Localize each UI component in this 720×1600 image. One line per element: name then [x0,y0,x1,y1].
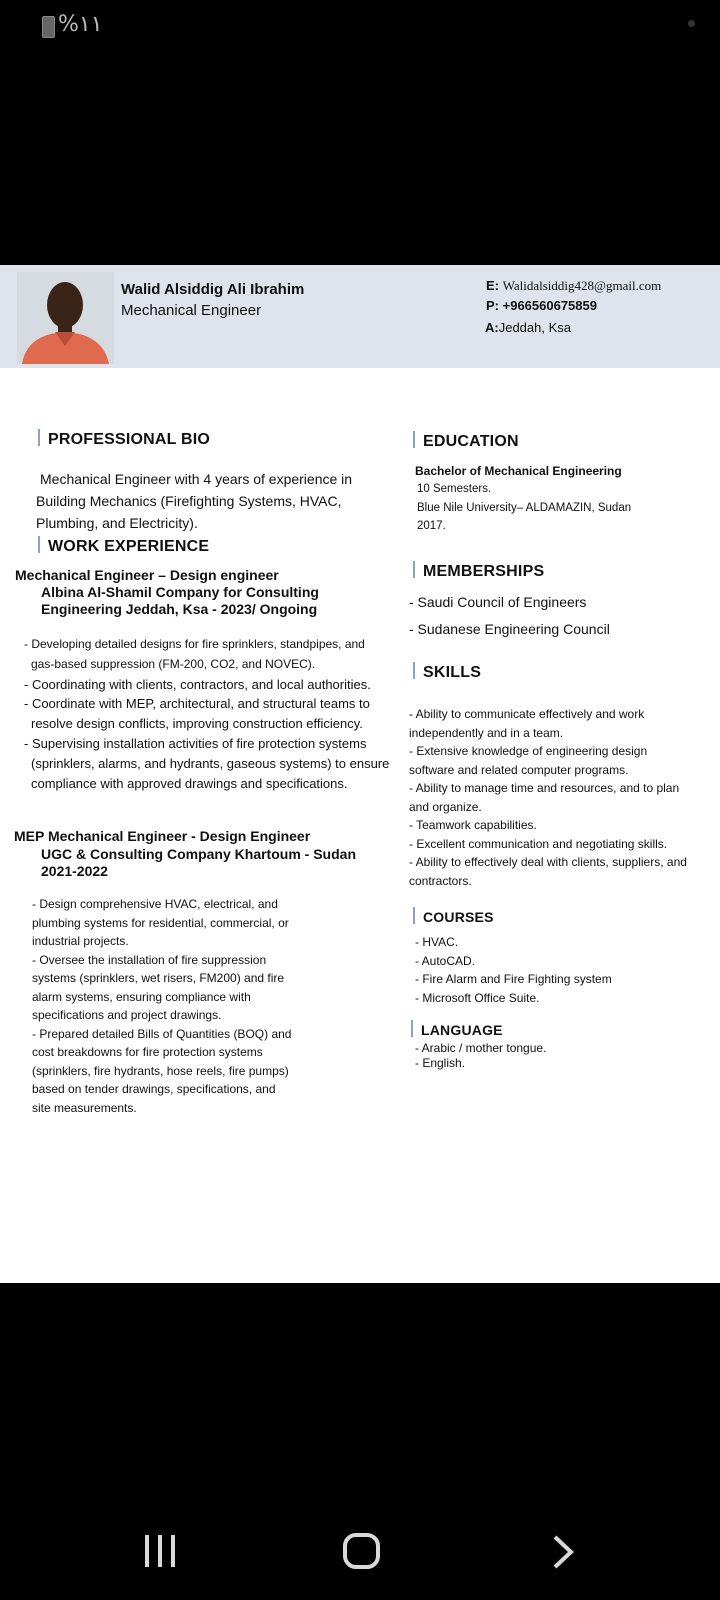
home-button[interactable] [342,1532,382,1575]
recent-apps-button[interactable] [143,1533,177,1574]
profile-photo [17,272,114,364]
education-degree: Bachelor of Mechanical Engineering [415,464,622,478]
skills-heading: SKILLS [413,662,481,682]
notification-dot-icon [688,20,695,27]
email-value: Walidalsiddig428@gmail.com [502,278,662,293]
battery-text: %١١ [58,12,103,37]
battery-icon [42,16,55,38]
courses-list: - HVAC. - AutoCAD. - Fire Alarm and Fire Fighting system - Microsoft Office Suite. [415,935,612,1005]
job1-bullets: - Developing detailed designs for fire sprinklers, standpipes, and gas-based suppression (FM-200, CO2, and NOVEC). - Coordinating with clients, contractors, and local authorities. - Coordinate with MEP, architectural, and structural teams to resolve design conflicts, improving construction efficiency. - Supervising installation activities of fire protection systems (sprinklers, alarms, and hydrants, gaseous systems) to ensure compliance with approved drawings and specifications. [24,637,390,791]
back-chevron-icon [550,1533,576,1571]
education-details: 10 Semesters. Blue Nile University– ALDAMAZIN, Sudan 2017. [417,483,632,532]
address-label: A: [485,320,499,335]
job1-company: Albina Al-Shamil Company for Consulting Engineering Jeddah, Ksa - 2023/ Ongoing [41,584,319,617]
email-label: E: [486,278,499,293]
email-line [486,278,661,294]
memberships-heading: MEMBERSHIPS [413,561,544,581]
skills-list: - Ability to communicate effectively and work independently and in a team. - Extensive knowledge of engineering design software and related computer programs. - Ability to manage time and resources, and to plan and organize. - Teamwork capabilities. - Excellent communication and negotiating skills. - Ability to effectively deal with clients, suppliers, and contractors. [409,707,687,888]
back-button[interactable] [550,1533,576,1576]
job2-company: UGC & Consulting Company Khartoum - Sudan 2021-2022 [41,846,356,879]
courses-heading: COURSES [413,907,494,925]
language-heading: LANGUAGE [411,1020,503,1038]
job1-title: Mechanical Engineer – Design engineer [15,567,279,583]
candidate-name: Walid Alsiddig Ali Ibrahim [121,281,305,298]
home-icon [342,1532,382,1570]
bio-text: Mechanical Engineer with 4 years of experience in Building Mechanics (Firefighting Systems, HVAC, Plumbing, and Electricity). [36,471,353,531]
navigation-bar [0,1283,720,1600]
resume-header [0,265,720,368]
education-heading: EDUCATION [413,431,519,451]
status-bar [0,0,720,60]
bio-heading: PROFESSIONAL BIO [38,429,210,449]
memberships-list: - Saudi Council of Engineers - Sudanese Engineering Council [409,594,610,637]
phone-label: P: [486,298,499,313]
recent-apps-icon [143,1533,177,1569]
job2-title: MEP Mechanical Engineer - Design Engineer [14,828,311,844]
address-line [485,320,571,335]
address-value: Jeddah, Ksa [498,320,571,335]
work-heading: WORK EXPERIENCE [38,536,209,556]
language-list: - Arabic / mother tongue. - English. [415,1041,547,1070]
phone-line [486,298,597,313]
candidate-title: Mechanical Engineer [121,302,262,319]
job2-bullets: - Design comprehensive HVAC, electrical, and plumbing systems for residential, commercial, or industrial projects. - Oversee the installation of fire suppression systems (sprinklers, wet risers, FM200) and fire alarm systems, ensuring compliance with specifications and project drawings. - Prepared detailed Bills of Quantities (BOQ) and cost breakdowns for fire protection systems (sprinklers, fire hydrants, hose reels, fire pumps) based on tender drawings, specifications, and site measurements. [32,897,292,1115]
phone-value: +966560675859 [502,298,597,313]
resume-document[interactable] [0,265,720,1283]
